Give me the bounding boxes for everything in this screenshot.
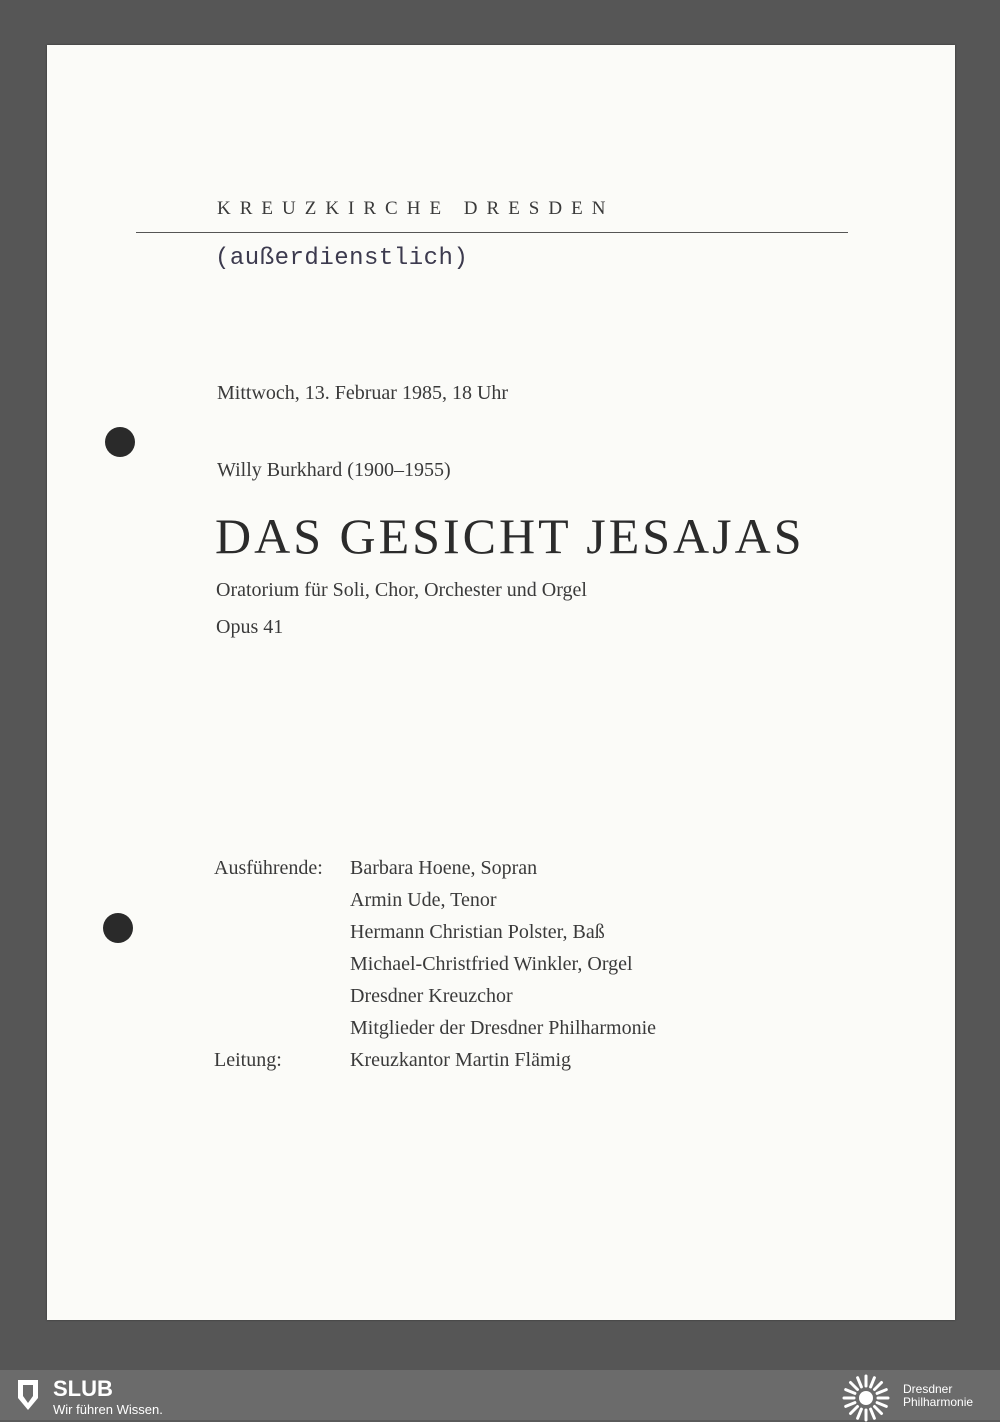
slub-logo-icon [14,1378,42,1412]
concert-date: Mittwoch, 13. Februar 1985, 18 Uhr [217,382,509,404]
footer-bar [0,1370,1000,1420]
conductor-name: Kreuzkantor Martin Flämig [350,1049,572,1071]
opus-number: Opus 41 [216,616,284,638]
program-page [47,45,955,1320]
conductor-label: Leitung: [214,1049,282,1071]
performer-item: Barbara Hoene, Sopran [350,857,538,879]
slub-tagline: Wir führen Wissen. [53,1402,163,1417]
punch-hole-top [105,427,135,457]
slub-name: SLUB [53,1376,113,1401]
punch-hole-bottom [103,913,133,943]
performer-item: Hermann Christian Polster, Baß [350,921,605,943]
venue-header: KREUZKIRCHE DRESDEN [217,198,615,219]
performers-label: Ausführende: [214,857,323,879]
performer-item: Armin Ude, Tenor [350,889,497,911]
composer: Willy Burkhard (1900–1955) [217,459,451,481]
performer-item: Mitglieder der Dresdner Philharmonie [350,1017,657,1039]
philharmonie-line2: Philharmonie [903,1395,974,1409]
philharmonie-name [903,1383,973,1409]
header-rule [136,232,848,233]
performer-item: Michael-Christfried Winkler, Orgel [350,953,633,975]
typewriter-stamp: (außerdienstlich) [215,245,469,272]
philharmonie-line1: Dresdner [903,1382,953,1396]
work-title: DAS GESICHT JESAJAS [215,508,805,564]
performer-item: Dresdner Kreuzchor [350,985,513,1007]
philharmonie-sunburst-icon [842,1374,890,1422]
work-subtitle: Oratorium für Soli, Chor, Orchester und Orgel [216,579,587,601]
